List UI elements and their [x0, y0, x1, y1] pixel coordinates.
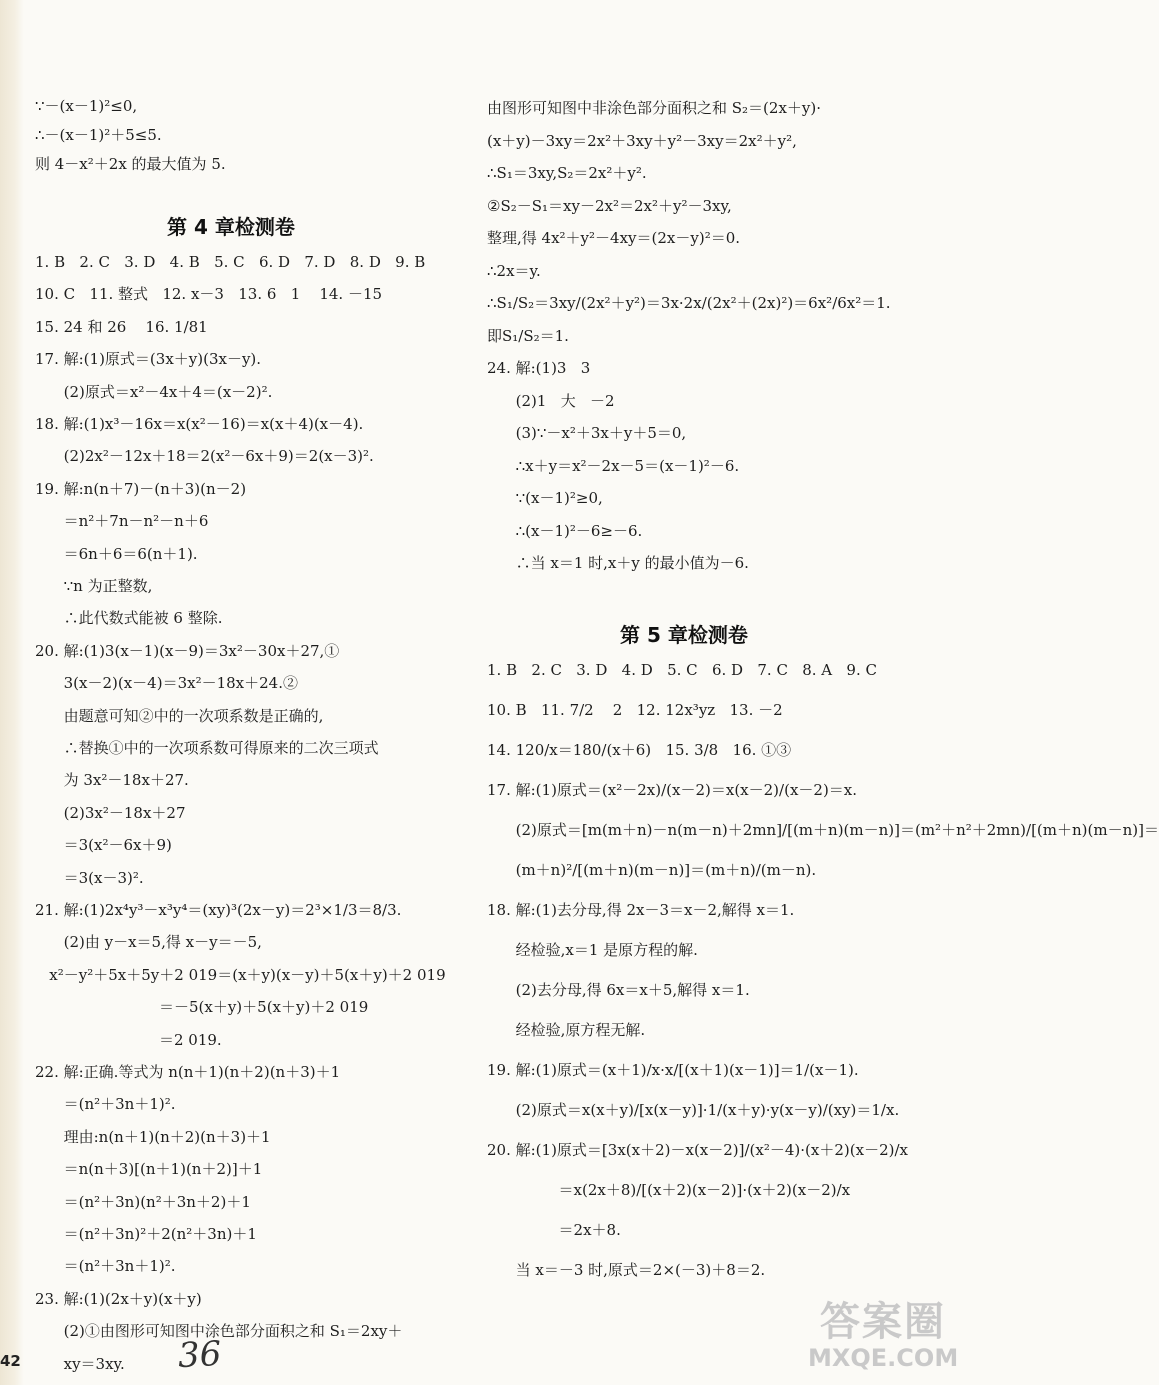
answer-line: 21. 解:(1)2x⁴y³－x³y⁴＝(xy)³(2x－y)＝2³×1/3＝8/3.: [35, 901, 402, 919]
answer-line: ∴－(x－1)²＋5≤5.: [35, 126, 162, 144]
answer-line: x²－y²＋5x＋5y＋2 019＝(x＋y)(x－y)＋5(x＋y)＋2 019: [35, 965, 446, 984]
answer-line: ∴S₁＝3xy,S₂＝2x²＋y².: [487, 164, 647, 182]
answer-line: ＝(n²＋3n)(n²＋3n＋2)＋1: [35, 1192, 251, 1211]
answer-line: (x＋y)－3xy＝2x²＋3xy＋y²－3xy＝2x²＋y²,: [487, 131, 797, 150]
answer-line: (2)1 大 －2: [487, 391, 615, 410]
answer-line: (2)原式＝[m(m＋n)－n(m－n)＋2mn]/[(m＋n)(m－n)]＝(m²＋n²＋2mn)/[(m＋n)(m－n)]＝: [487, 821, 1159, 839]
answer-line: 1. B 2. C 3. D 4. D 5. C 6. D 7. C 8. A 9. C: [487, 661, 877, 679]
answer-line: (2)原式＝x²－4x＋4＝(x－2)².: [35, 382, 273, 401]
answer-line: 为 3x²－18x＋27.: [35, 771, 189, 790]
answer-line: 由题意可知②中的一次项系数是正确的,: [35, 706, 324, 725]
answer-line: 22. 解:正确.等式为 n(n＋1)(n＋2)(n＋3)＋1: [35, 1063, 341, 1081]
answer-line: 理由:n(n＋1)(n＋2)(n＋3)＋1: [35, 1127, 271, 1146]
answer-line: 20. 解:(1)3(x－1)(x－9)＝3x²－30x＋27,①: [35, 641, 340, 660]
chapter-heading: 第 5 章检测卷: [620, 623, 748, 647]
answer-line: ＝－5(x＋y)＋5(x＋y)＋2 019: [35, 998, 369, 1017]
answer-line: 10. B 11. 7/2 2 12. 12x³yz 13. －2: [487, 701, 783, 719]
answer-line: ＝6n＋6＝6(n＋1).: [35, 544, 198, 563]
answer-line: 则 4－x²＋2x 的最大值为 5.: [35, 155, 226, 173]
answer-line: ＝n²＋7n－n²－n＋6: [35, 512, 209, 531]
answer-line: ②S₂－S₁＝xy－2x²＝2x²＋y²－3xy,: [487, 196, 732, 215]
answer-line: 24. 解:(1)3 3: [487, 359, 591, 377]
answer-line: xy＝3xy.: [35, 1354, 125, 1373]
answer-line: ＝n(n＋3)[(n＋1)(n＋2)]＋1: [35, 1160, 263, 1179]
answer-line: (m＋n)²/[(m＋n)(m－n)]＝(m＋n)/(m－n).: [487, 861, 817, 879]
answer-line: (2)①由图形可知图中涂色部分面积之和 S₁＝2xy＋: [35, 1322, 403, 1341]
answer-line: (2)2x²－12x＋18＝2(x²－6x＋9)＝2(x－3)².: [35, 447, 374, 466]
watermark: [808, 1290, 988, 1382]
answer-line: ＝2x＋8.: [487, 1221, 621, 1239]
answer-line: 1. B 2. C 3. D 4. B 5. C 6. D 7. D 8. D 9. B: [35, 253, 426, 271]
answer-line: ∴S₁/S₂＝3xy/(2x²＋y²)＝3x·2x/(2x²＋(2x)²)＝6x²/6x²＝1.: [487, 294, 891, 312]
answer-line: 3(x－2)(x－4)＝3x²－18x＋24.②: [35, 674, 298, 693]
answer-line: ∴2x＝y.: [487, 261, 541, 280]
watermark-url: MXQE.COM: [808, 1344, 959, 1372]
answer-line: (3)∵－x²＋3x＋y＋5＝0,: [487, 424, 687, 442]
answer-line: 23. 解:(1)(2x＋y)(x＋y): [35, 1289, 202, 1308]
page-number: 42: [0, 1352, 21, 1370]
answer-line: ∴替换①中的一次项系数可得原来的二次三项式: [35, 739, 379, 757]
answer-line: ∵(x－1)²≥0,: [487, 489, 603, 507]
answer-line: 当 x＝－3 时,原式＝2×(－3)＋8＝2.: [487, 1261, 766, 1279]
answer-line: 15. 24 和 26 16. 1/81: [35, 317, 208, 336]
answer-line: ＝3(x－3)².: [35, 868, 144, 887]
answer-line: ＝(n²＋3n＋1)².: [35, 1095, 176, 1114]
answer-line: 10. C 11. 整式 12. x－3 13. 6 1 14. －15: [35, 285, 383, 304]
watermark-logo: 答案圈: [820, 1299, 946, 1345]
chapter-heading: 第 4 章检测卷: [167, 215, 295, 239]
answer-line: ＝2 019.: [35, 1030, 222, 1049]
answer-line: 经检验,原方程无解.: [487, 1021, 646, 1039]
answer-line: 经检验,x＝1 是原方程的解.: [487, 941, 698, 959]
answer-line: 整理,得 4x²＋y²－4xy＝(2x－y)²＝0.: [487, 229, 741, 247]
answer-line: (2)原式＝x(x＋y)/[x(x－y)]·1/(x＋y)·y(x－y)/(xy)＝1/x.: [487, 1101, 900, 1119]
answer-line: ∴x＋y＝x²－2x－5＝(x－1)²－6.: [487, 456, 740, 475]
answer-line: 18. 解:(1)x³－16x＝x(x²－16)＝x(x＋4)(x－4).: [35, 415, 364, 433]
answer-line: 19. 解:(1)原式＝(x＋1)/x·x/[(x＋1)(x－1)]＝1/(x－1).: [487, 1061, 859, 1079]
answer-line: 17. 解:(1)原式＝(3x＋y)(3x－y).: [35, 350, 262, 369]
answer-line: 即S₁/S₂＝1.: [487, 326, 569, 345]
answer-line: ∴当 x＝1 时,x＋y 的最小值为－6.: [487, 554, 749, 572]
answer-line: 14. 120/x＝180/(x＋6) 15. 3/8 16. ①③: [487, 741, 792, 759]
answer-line: ＝3(x²－6x＋9): [35, 836, 172, 855]
answer-line: 17. 解:(1)原式＝(x²－2x)/(x－2)＝x(x－2)/(x－2)＝x.: [487, 781, 858, 799]
answer-line: ＝(n²＋3n)²＋2(n²＋3n)＋1: [35, 1225, 257, 1243]
handwritten-note: 36: [176, 1333, 223, 1377]
answer-line: ＝x(2x＋8)/[(x＋2)(x－2)]·(x＋2)(x－2)/x: [487, 1181, 851, 1199]
answer-line: ∴(x－1)²－6≥－6.: [487, 521, 643, 540]
answer-line: 由图形可知图中非涂色部分面积之和 S₂＝(2x＋y)·: [487, 99, 822, 117]
answer-line: (2)去分母,得 6x＝x＋5,解得 x＝1.: [487, 981, 750, 999]
answer-line: ∵－(x－1)²≤0,: [35, 97, 138, 115]
answer-line: ＝(n²＋3n＋1)².: [35, 1257, 176, 1276]
answer-line: ∵n 为正整数,: [35, 577, 153, 595]
answer-line: (2)3x²－18x＋27: [35, 803, 186, 822]
answer-line: 19. 解:n(n＋7)－(n＋3)(n－2): [35, 479, 247, 498]
answer-line: (2)由 y－x＝5,得 x－y＝－5,: [35, 933, 262, 952]
answer-line: 18. 解:(1)去分母,得 2x－3＝x－2,解得 x＝1.: [487, 901, 795, 919]
page-binding-edge: [0, 0, 24, 1385]
answer-line: ∴此代数式能被 6 整除.: [35, 609, 223, 628]
answer-line: 20. 解:(1)原式＝[3x(x＋2)－x(x－2)]/(x²－4)·(x＋2)(x－2)/x: [487, 1141, 908, 1159]
